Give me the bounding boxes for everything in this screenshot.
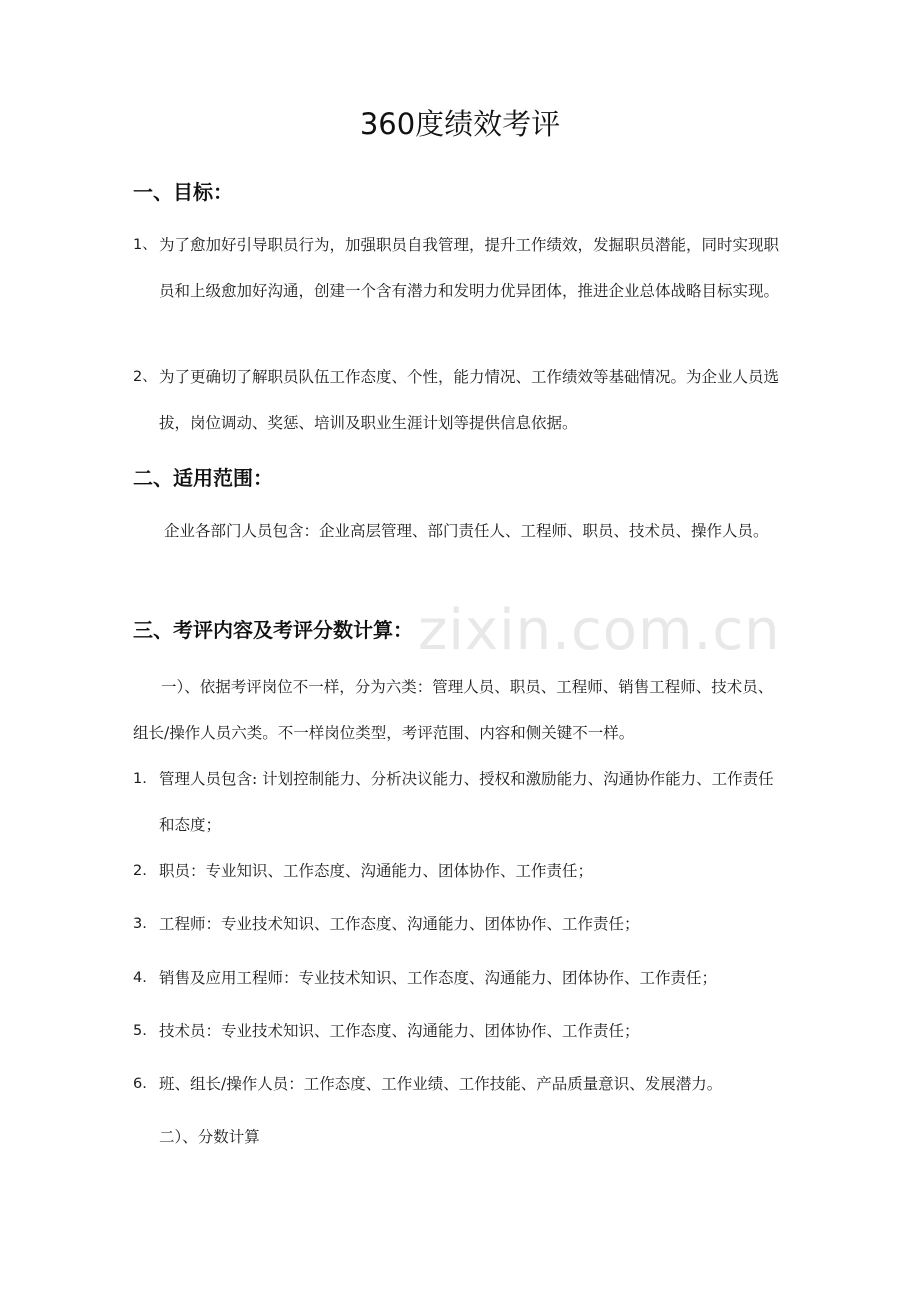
list-item-text: 为了愈加好引导职员行为，加强职员自我管理，提升工作绩效，发掘职员潜能，同时实现职员和上级愈加好沟通，创建一个含有潜力和发明力优异团体，推进企业总体战略目标实现。 — [159, 236, 780, 300]
section3-sub2: 二）、分数计算 — [159, 1128, 260, 1146]
list-item-text: 技术员：专业技术知识、工作态度、沟通能力、团体协作、工作责任； — [159, 1022, 640, 1040]
list-item-text: 班、组长/操作人员：工作态度、工作业绩、工作技能、产品质量意识、发展潜力。 — [159, 1075, 723, 1093]
list-item — [133, 955, 788, 1001]
list-item — [133, 354, 788, 446]
list-item-number: 2、 — [133, 369, 157, 385]
section3-heading: 三、考评内容及考评分数计算： — [133, 618, 413, 642]
watermark: zixin.com.cn — [418, 598, 781, 663]
list-item-text: 为了更确切了解职员队伍工作态度、个性，能力情况、工作绩效等基础情况。为企业人员选拔，岗位调动、奖惩、培训及职业生涯计划等提供信息依据。 — [159, 368, 780, 432]
list-item-text: 工程师：专业技术知识、工作态度、沟通能力、团体协作、工作责任； — [159, 915, 640, 933]
list-item-text: 职员：专业知识、工作态度、沟通能力、团体协作、工作责任； — [159, 862, 594, 880]
list-item-number: 4. — [133, 970, 147, 986]
list-item — [133, 848, 788, 894]
list-item-number: 5. — [133, 1023, 147, 1039]
list-item — [133, 222, 788, 314]
list-item — [133, 1061, 788, 1107]
list-item-number: 1、 — [133, 237, 157, 253]
list-item-number: 2. — [133, 863, 147, 879]
section1-heading: 一、目标： — [133, 180, 233, 204]
document-title: 360度绩效考评 — [359, 107, 561, 141]
list-item-number: 6. — [133, 1076, 147, 1092]
list-item — [133, 756, 788, 848]
list-item-number: 3. — [133, 916, 147, 932]
section2-heading: 二、适用范围： — [133, 466, 273, 490]
list-item — [133, 901, 788, 947]
list-item-number: 1. — [133, 771, 147, 787]
section3-sub1: 一）、依据考评岗位不一样，分为六类：管理人员、职员、工程师、销售工程师、技术员、组长/操作人员六类。不一样岗位类型，考评范围、内容和侧关键不一样。 — [133, 678, 774, 742]
list-item-text: 销售及应用工程师：专业技术知识、工作态度、沟通能力、团体协作、工作责任； — [159, 969, 718, 987]
section2-paragraph: 企业各部门人员包含：企业高层管理、部门责任人、工程师、职员、技术员、操作人员。 — [164, 522, 769, 540]
list-item — [133, 1008, 788, 1054]
list-item-text: 管理人员包含: 计划控制能力、分析决议能力、授权和激励能力、沟通协作能力、工作责任和态度； — [159, 770, 774, 834]
